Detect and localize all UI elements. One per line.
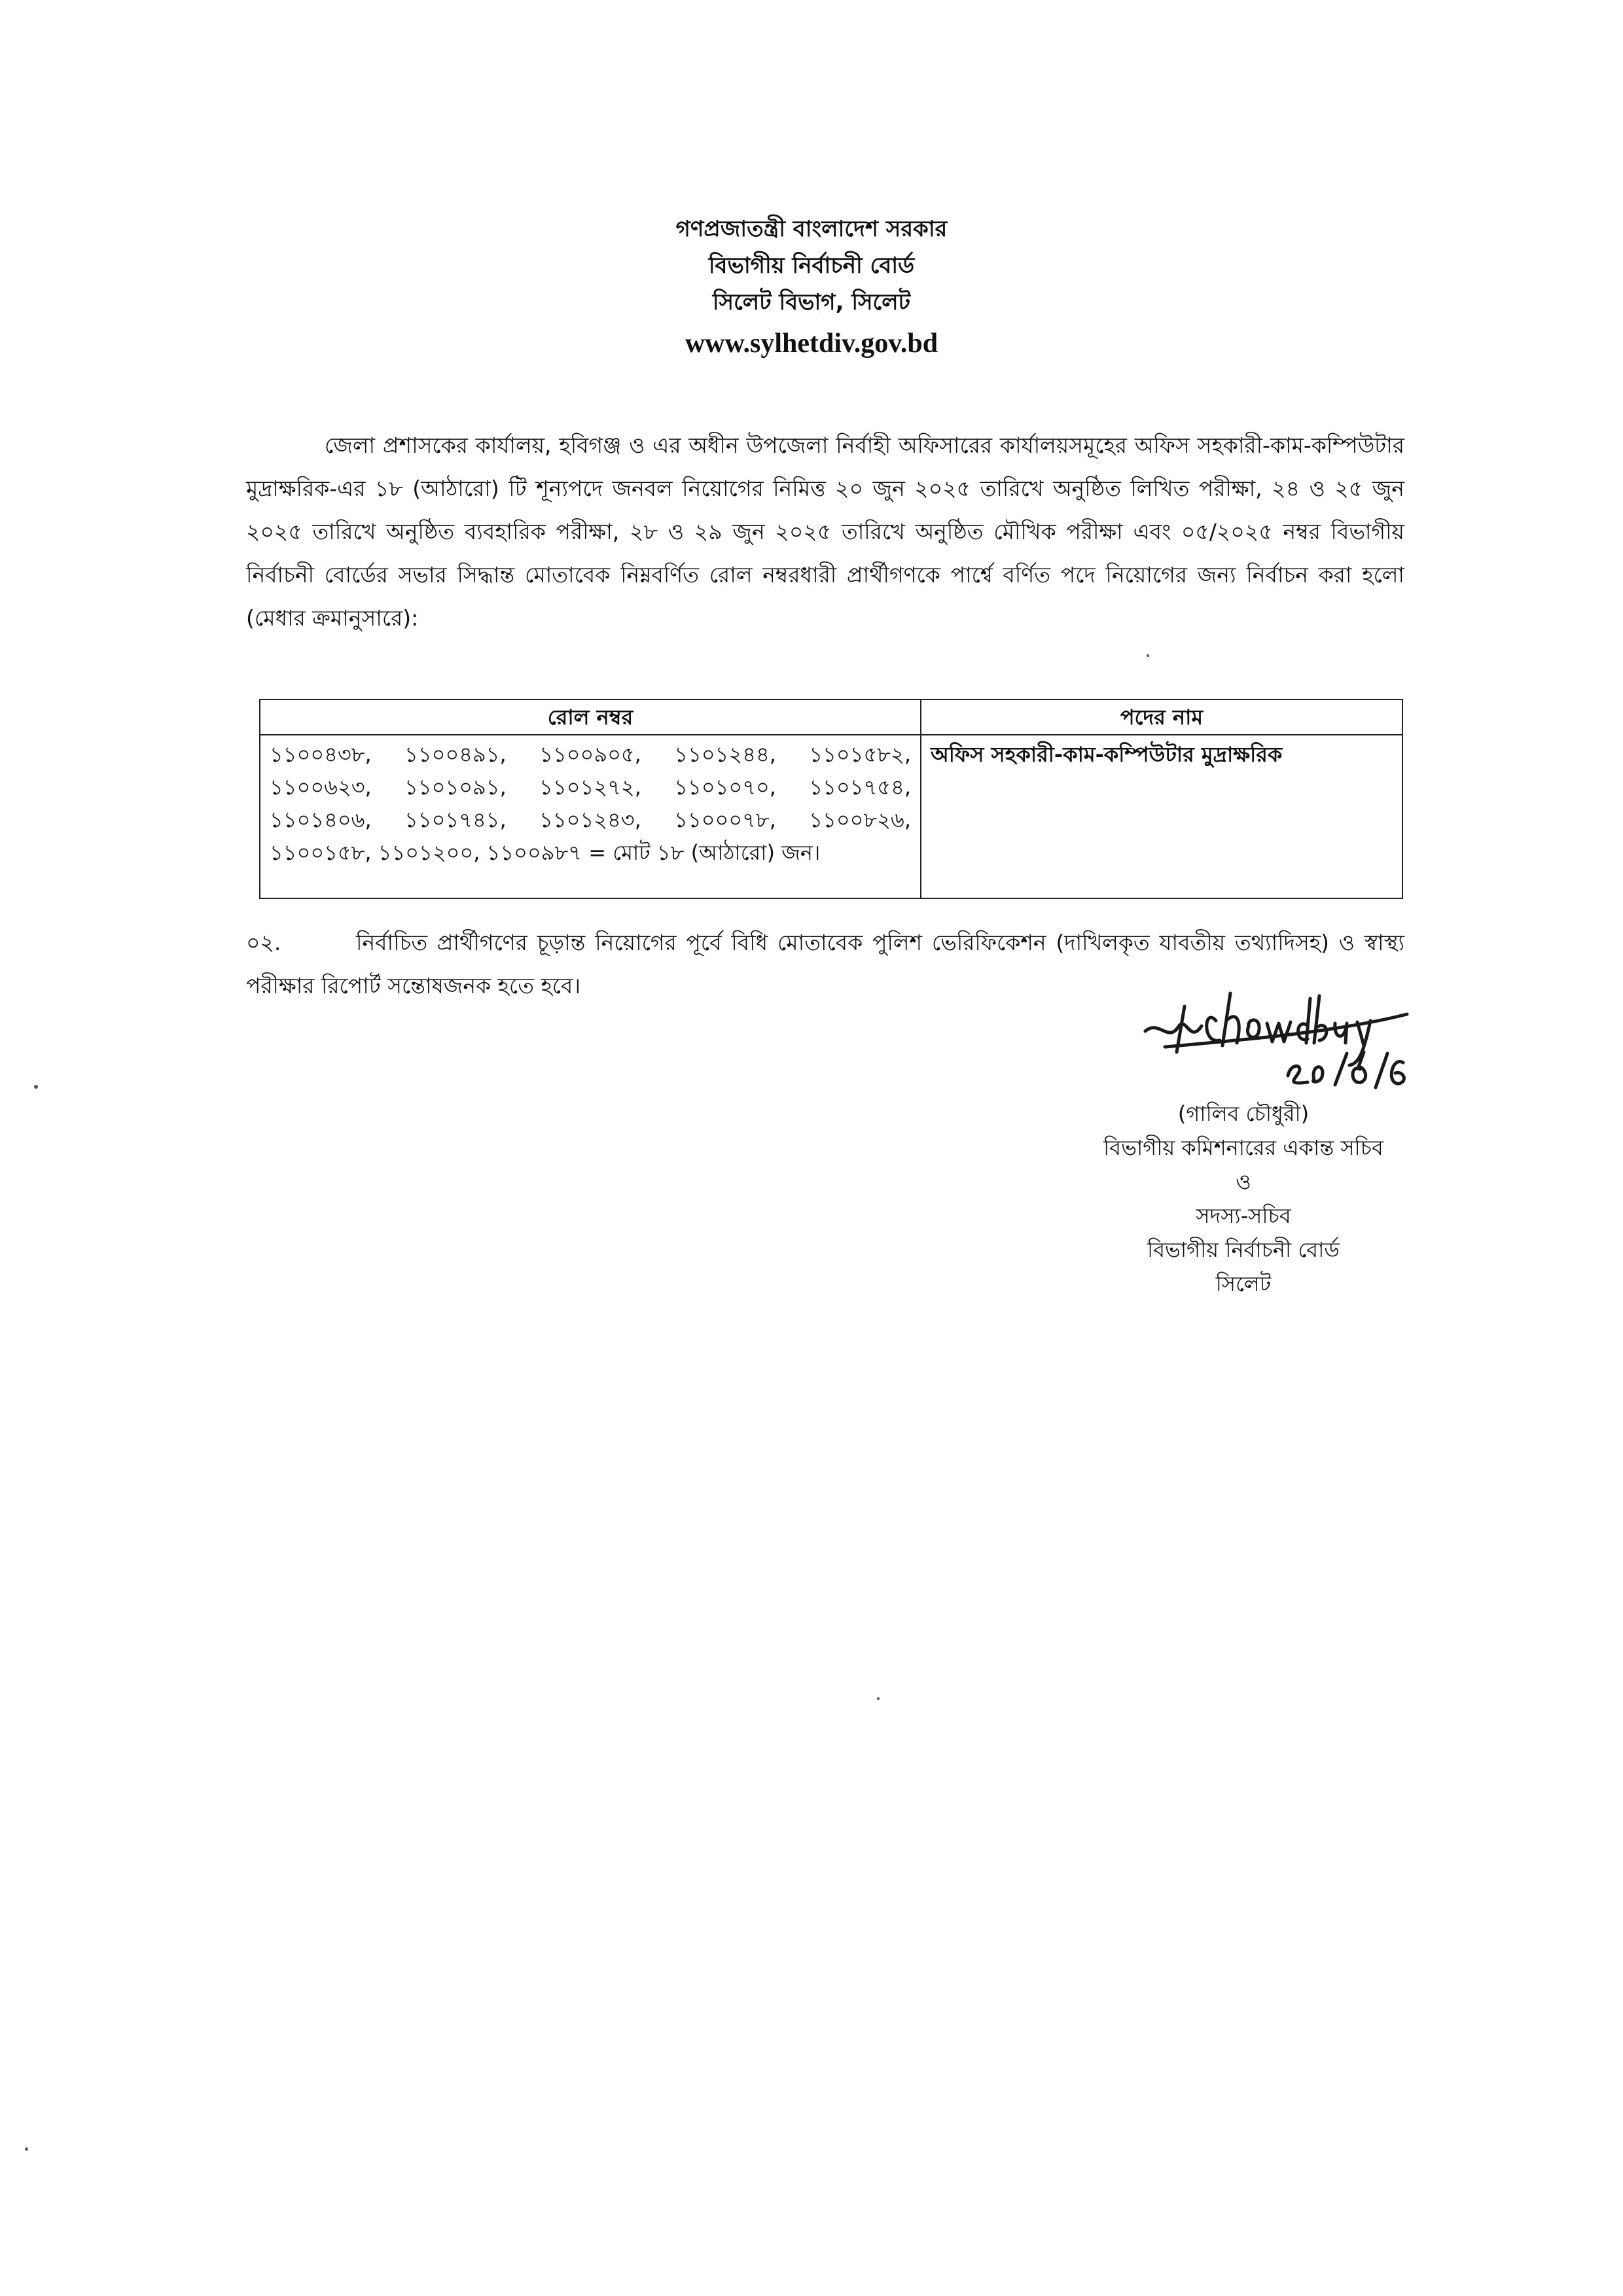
board-name: বিভাগীয় নির্বাচনী বোর্ড [708,253,915,279]
table-header-row [260,699,1402,735]
signature-block [1060,980,1427,1301]
selection-table [259,699,1403,899]
board-title: বিভাগীয় নির্বাচনী বোর্ড [1147,1237,1340,1262]
table-row [260,735,1402,898]
signatory-details [1060,1097,1427,1301]
website-link[interactable]: www.sylhetdiv.gov.bd [685,328,938,359]
post-name-cell: অফিস সহকারী-কাম-কম্পিউটার মুদ্রাক্ষরিক [921,735,1402,898]
division-name: সিলেট বিভাগ, সিলেট [712,289,911,315]
condition-text: নির্বাচিত প্রার্থীগণের চূড়ান্ত নিয়োগের পূর্বে বিধি মোতাবেক পুলিশ ভেরিফিকেশন (দাখিলকৃত যাবতীয় তথ্যাদিসহ) ও স্বাস্থ্য পরীক্ষার রিপোর্ট সন্তোষজনক হতে হবে। [246,930,1404,998]
signatory-title: বিভাগীয় কমিশনারের একান্ত সচিব [1103,1135,1383,1160]
post-name-header: পদের নাম [921,699,1402,735]
document-header [0,211,1623,365]
scan-speck [34,1085,38,1089]
scan-speck [25,2147,28,2151]
paragraph-number: ০২. [246,930,281,955]
signatory-name: (গালিব চৌধুরী) [1177,1101,1310,1126]
scan-speck [877,1697,880,1700]
conjunction-text: ও [1236,1169,1251,1194]
handwritten-signature [1139,980,1414,1091]
roll-numbers-cell: ১১০০৪৩৮, ১১০০৪৯১, ১১০০৯০৫, ১১০১২৪৪, ১১০১৫৮২, ১১০০৬২৩, ১১০১০৯১, ১১০১২৭২, ১১০১০৭০, ১১০১৭৫৪, ১১০১৪০৬, ১১০১৭৪১, ১১০১২৪৩, ১১০০০৭৮, ১১০০৮২৬, ১১০০১৫৮, ১১০১২০০, ১১০০৯৮৭ = মোট ১৮ (আঠারো) জন। [260,735,921,898]
notice-paragraph: জেলা প্রশাসকের কার্যালয়, হবিগঞ্জ ও এর অধীন উপজেলা নির্বাহী অফিসারের কার্যালয়সমূহের অফিস সহকারী-কাম-কম্পিউটার মুদ্রাক্ষরিক-এর ১৮ (আঠারো) টি শূন্যপদে জনবল নিয়োগের নিমিত্ত ২০ জুন ২০২৫ তারিখে অনুষ্ঠিত লিখিত পরীক্ষা, ২৪ ও ২৫ জুন ২০২৫ তারিখে অনুষ্ঠিত ব্যবহারিক পরীক্ষা, ২৮ ও ২৯ জুন ২০২৫ তারিখে অনুষ্ঠিত মৌখিক পরীক্ষা এবং ০৫/২০২৫ নম্বর বিভাগীয় নির্বাচনী বোর্ডের সভার সিদ্ধান্ত মোতাবেক নিম্নবর্ণিত রোল নম্বরধারী প্রার্থীগণকে পার্শ্বে বর্ণিত পদে নিয়োগের জন্য নির্বাচন করা হলো (মেধার ক্রমানুসারে): [246,433,1404,631]
scan-speck [1147,654,1149,657]
government-name: গণপ্রজাতন্ত্রী বাংলাদেশ সরকার [675,216,948,242]
roll-number-header: রোল নম্বর [260,699,921,735]
member-secretary-title: সদস্য-সচিব [1196,1203,1291,1228]
signatory-place: সিলেট [1215,1271,1272,1296]
